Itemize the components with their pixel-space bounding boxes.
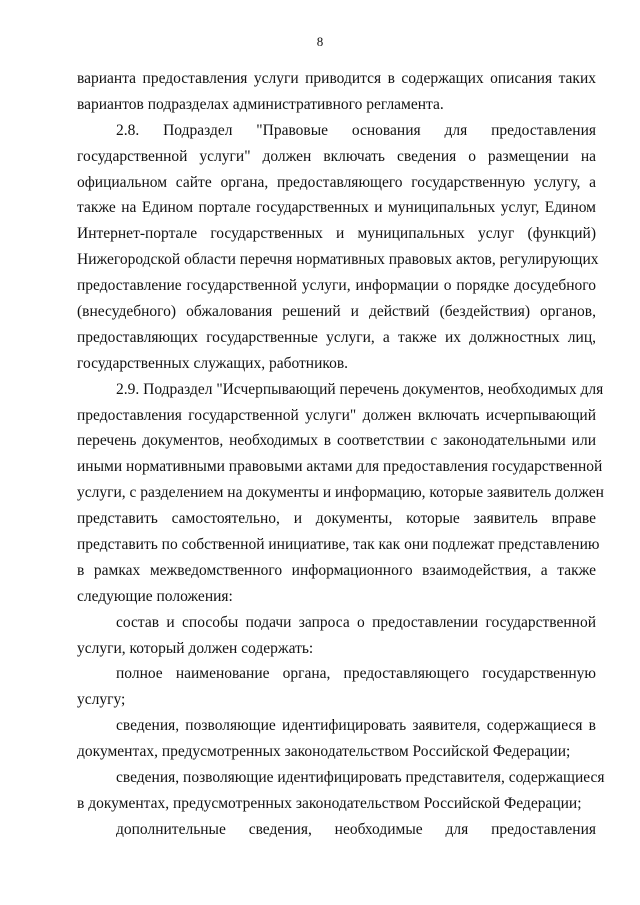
document-body [77,66,605,843]
text-line: 2.9. Подраздел "Исчерпывающий перечень документов, необходимых для [116,380,604,398]
text-line: официальном сайте органа, предоставляющего государственную услугу, а [77,173,596,191]
text-line: Интернет-портале государственных и муниципальных услуг (функций) [77,225,596,243]
text-line: Нижегородской области перечня нормативных правовых актов, регулирующих [77,251,599,269]
text-line: предоставляющих государственные услуги, а также их должностных лиц, [77,328,596,346]
text-line: дополнительные сведения, необходимые для предоставления [116,820,596,838]
text-line: документах, предусмотренных законодательством Российской Федерации; [77,743,571,761]
text-line: вариантов подразделах административного регламента. [77,95,444,113]
text-line: услугу; [77,691,126,709]
text-line: следующие положения: [77,587,233,605]
text-line: перечень документов, необходимых в соответствии с законодательными или [77,432,596,450]
text-line: (внесудебного) обжалования решений и действий (бездействия) органов, [77,303,596,321]
text-line: варианта предоставления услуги приводится в содержащих описания таких [77,70,596,87]
text-line: предоставление государственной услуги, информации о порядке досудебного [77,277,596,295]
text-line: 2.8. Подраздел "Правовые основания для предоставления [116,121,596,139]
text-line: государственных служащих, работников. [77,354,349,372]
text-line: предоставления государственной услуги" должен включать исчерпывающий [77,406,596,424]
text-line: услуги, который должен содержать: [77,639,314,657]
text-line: в рамках межведомственного информационного взаимодействия, а также [77,561,596,579]
page-number: 8 [316,34,324,49]
text-line: сведения, позволяющие идентифицировать представителя, содержащиеся [116,769,605,787]
text-line: также на Едином портале государственных и муниципальных услуг, Едином [77,199,596,217]
text-line: сведения, позволяющие идентифицировать заявителя, содержащиеся в [116,717,596,735]
text-line: полное наименование органа, предоставляющего государственную [116,665,596,683]
text-line: услуги, с разделением на документы и информацию, которые заявитель должен [77,484,604,502]
text-line: иными нормативными правовыми актами для предоставления государственной [77,458,603,476]
text-line: в документах, предусмотренных законодательством Российской Федерации; [77,794,582,812]
text-line: представить по собственной инициативе, так как они подлежат представлению [77,536,600,554]
text-line: состав и способы подачи запроса о предоставлении государственной [116,613,596,631]
text-line: представить самостоятельно, и документы, которые заявитель вправе [77,510,596,528]
text-line: государственной услуги" должен включать сведения о размещении на [77,147,596,165]
